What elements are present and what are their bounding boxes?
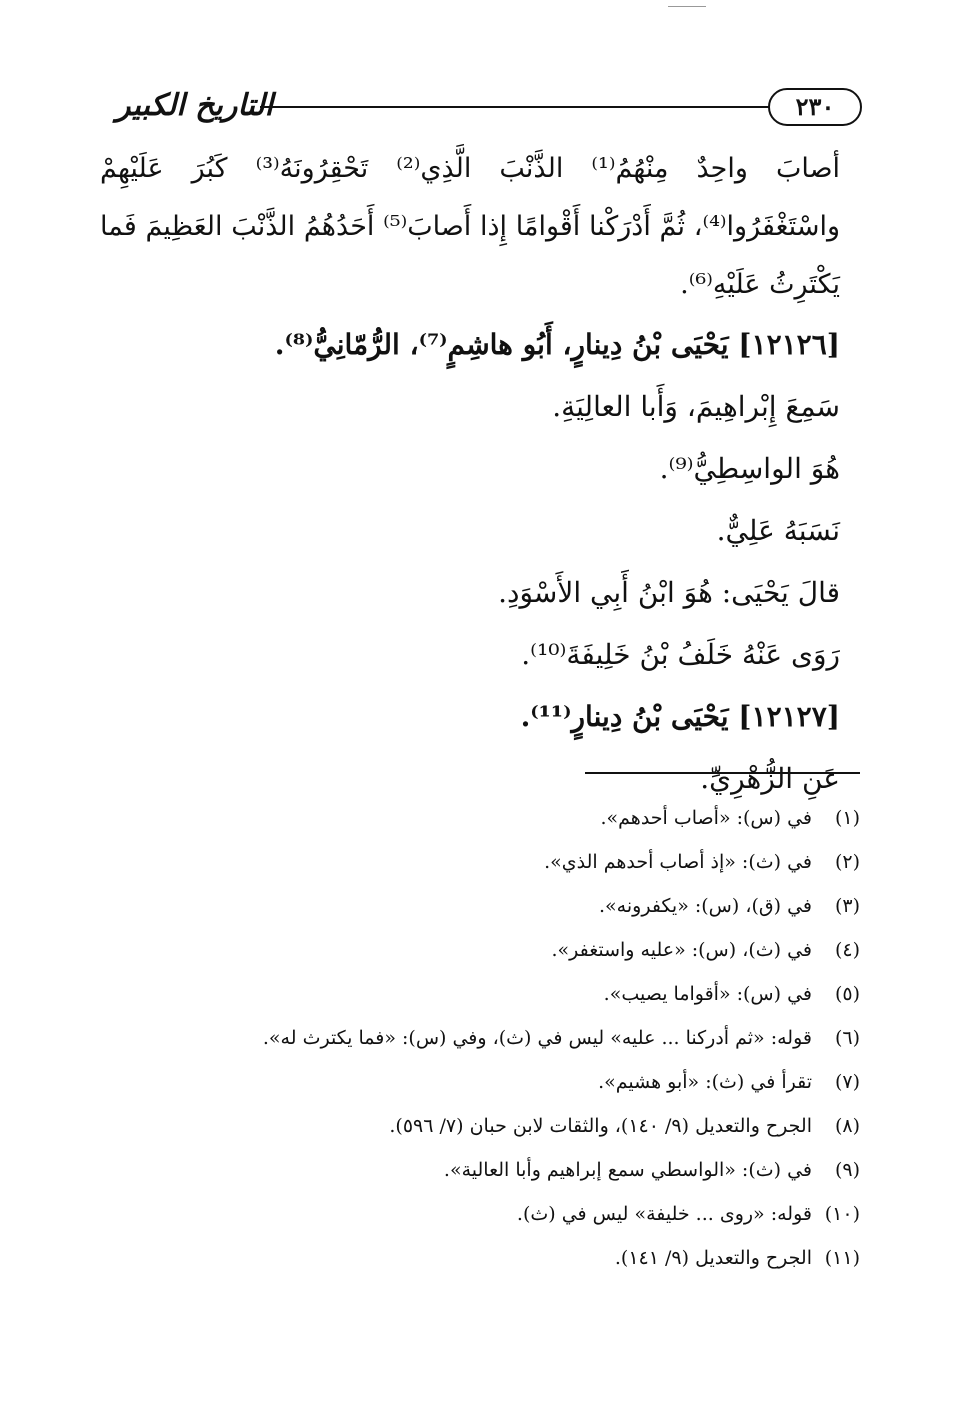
footnote-number: (٦) [834, 1027, 860, 1049]
footnote-number: (٨) [834, 1115, 860, 1137]
footnote-text: الجرح والتعديل (٩/ ١٤٠)، والثقات لابن حبان (٧/ ٥٩٦). [389, 1115, 812, 1137]
text-line: سَمِعَ إِبْراهِيمَ، وَأَبا العالِيَةِ. [552, 390, 840, 423]
header-rule [260, 106, 770, 108]
footnote-text: في (ث): «الواسطي سمع إبراهيم وأبا العالية». [443, 1159, 812, 1181]
text-line: قالَ يَحْيَى: هُوَ ابْنُ أَبِي الأَسْوَدِ. [498, 576, 840, 609]
footnote-number: (١٠) [824, 1203, 860, 1225]
text-line: عَنِ الزُّهْرِيِّ. [700, 762, 840, 795]
footnote-text: قوله: «روى ... خليفة» ليس في (ث). [516, 1203, 812, 1225]
footnote [60, 1016, 860, 1060]
footnote-number: (١١) [824, 1247, 860, 1269]
page-header [110, 88, 870, 132]
footnote-text: الجرح والتعديل (٩/ ١٤١). [614, 1247, 812, 1269]
continuation-paragraph: أصابَ واحِدٌ مِنْهُمُ⁽¹⁾ الذَّنْبَ الَّذِي⁽²⁾ تَحْقِرُونَهُ⁽³⁾ كَبُرَ عَلَيْهِمْ واسْتَغْفَرُوا⁽⁴⁾، ثُمَّ أَدْرَكْنا أَقْوامًا إِذا أَصابَ⁽⁵⁾ أَحَدُهُمُ الذَّنْبَ العَظِيمَ فَما يَكْتَرِثُ عَلَيْهِ⁽⁶⁾. [100, 153, 841, 300]
footnote-separator [585, 772, 860, 774]
footnote-number: (٤) [834, 939, 860, 961]
page-number: ٢٣٠ [768, 88, 862, 126]
footnote [60, 840, 860, 884]
footnotes [60, 796, 860, 1280]
footnote-text: في (ق)، (س): «يكفرونه». [599, 895, 812, 917]
footnote-text: قوله: «ثم أدركنا ... عليه» ليس في (ث)، وفي (س): «فما يكترث له». [262, 1027, 812, 1049]
footnote-number: (٩) [834, 1159, 860, 1181]
footnote-number: (١) [834, 807, 860, 829]
footnote [60, 1236, 860, 1280]
footnote [60, 884, 860, 928]
footnote-text: تقرأ في (ث): «أبو هشيم». [598, 1071, 812, 1093]
footnote [60, 1192, 860, 1236]
footnote-number: (٣) [834, 895, 860, 917]
text-line: رَوَى عَنْهُ خَلَفُ بْنُ خَلِيفَةَ⁽¹⁰⁾. [521, 638, 840, 671]
entry-heading-12127: [١٢١٢٧] يَحْيَى بْنُ دِينارٍ⁽¹¹⁾. [520, 700, 840, 733]
footnote [60, 796, 860, 840]
top-mark [668, 6, 706, 7]
footnote-text: في (س): «أصاب أحدهم». [600, 807, 812, 829]
footnote [60, 1104, 860, 1148]
footnote [60, 928, 860, 972]
footnote [60, 972, 860, 1016]
footnote-text: في (ث): «إذ أصاب أحدهم الذي». [544, 851, 812, 873]
footnote-text: في (ث)، (س): «عليه واستغفر». [551, 939, 812, 961]
footnote [60, 1148, 860, 1192]
footnote-number: (٢) [834, 851, 860, 873]
text-line: نَسَبَهُ عَلِيٌّ. [716, 514, 840, 547]
footnote-number: (٧) [834, 1071, 860, 1093]
footnote-number: (٥) [834, 983, 860, 1005]
book-title: التاريخ الكبير [116, 88, 274, 123]
entry-heading-12126: [١٢١٢٦] يَحْيَى بْنُ دِينارٍ، أَبُو هاشِمٍ⁽⁷⁾، الرُّمّانِيُّ⁽⁸⁾. [274, 328, 840, 361]
footnote-text: في (س): «أقواما يصيب». [603, 983, 812, 1005]
main-text [100, 140, 840, 810]
text-line: هُوَ الواسِطِيُّ⁽⁹⁾. [659, 452, 840, 485]
footnote [60, 1060, 860, 1104]
